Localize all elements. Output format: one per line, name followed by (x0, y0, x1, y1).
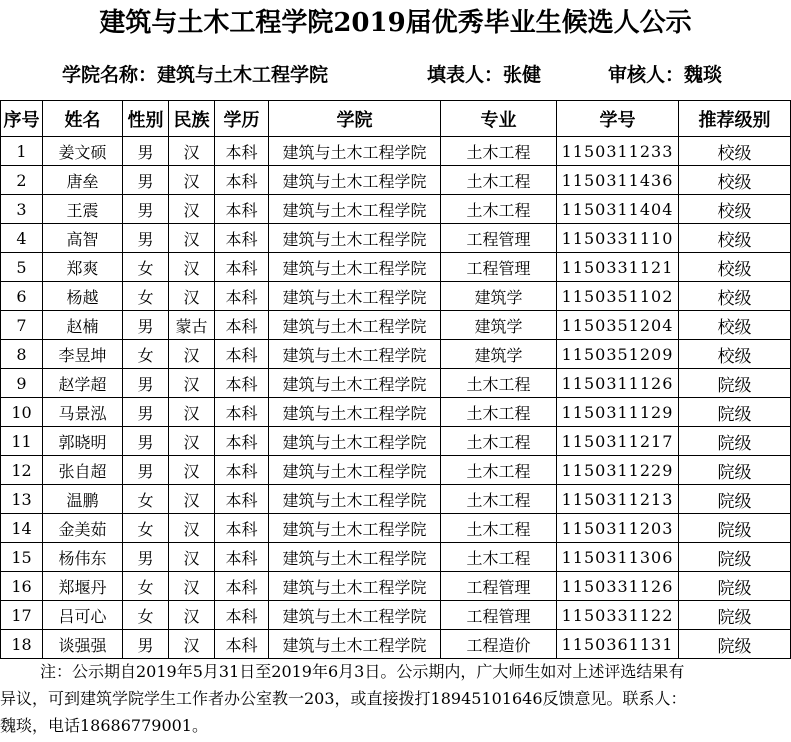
cell-name: 杨伟东 (43, 543, 123, 572)
cell-level: 院级 (679, 601, 791, 630)
cell-index: 18 (1, 630, 43, 659)
cell-student-id: 1150331126 (557, 572, 679, 601)
college-name: 学院名称：建筑与土木工程学院 (62, 64, 329, 86)
cell-college: 建筑与土木工程学院 (269, 601, 441, 630)
cell-name: 吕可心 (43, 601, 123, 630)
cell-college: 建筑与土木工程学院 (269, 572, 441, 601)
notice-line: 魏琰，电话18686779001。 (0, 716, 208, 735)
cell-degree: 本科 (215, 456, 269, 485)
cell-college: 建筑与土木工程学院 (269, 456, 441, 485)
cell-name: 金美茹 (43, 514, 123, 543)
cell-gender: 女 (123, 282, 169, 311)
cell-gender: 女 (123, 572, 169, 601)
cell-gender: 男 (123, 398, 169, 427)
cell-name: 赵学超 (43, 369, 123, 398)
cell-college: 建筑与土木工程学院 (269, 369, 441, 398)
cell-name: 姜文硕 (43, 137, 123, 166)
table-row (1, 311, 791, 340)
candidate-table (0, 100, 791, 659)
cell-degree: 本科 (215, 137, 269, 166)
cell-gender: 女 (123, 601, 169, 630)
table-row (1, 514, 791, 543)
cell-college: 建筑与土木工程学院 (269, 427, 441, 456)
cell-college: 建筑与土木工程学院 (269, 398, 441, 427)
cell-degree: 本科 (215, 224, 269, 253)
cell-level: 院级 (679, 398, 791, 427)
cell-major: 土木工程 (441, 137, 557, 166)
cell-major: 工程管理 (441, 253, 557, 282)
cell-student-id: 1150311306 (557, 543, 679, 572)
cell-gender: 男 (123, 630, 169, 659)
table-row (1, 601, 791, 630)
cell-ethnicity: 汉 (169, 514, 215, 543)
cell-gender: 女 (123, 514, 169, 543)
cell-gender: 男 (123, 311, 169, 340)
table-row (1, 572, 791, 601)
cell-level: 院级 (679, 630, 791, 659)
cell-major: 建筑学 (441, 282, 557, 311)
cell-degree: 本科 (215, 369, 269, 398)
cell-student-id: 1150311217 (557, 427, 679, 456)
cell-degree: 本科 (215, 572, 269, 601)
cell-major: 工程管理 (441, 224, 557, 253)
cell-degree: 本科 (215, 427, 269, 456)
cell-name: 郭晓明 (43, 427, 123, 456)
header-index: 序号 (1, 101, 43, 137)
cell-student-id: 1150311129 (557, 398, 679, 427)
cell-college: 建筑与土木工程学院 (269, 224, 441, 253)
cell-level: 院级 (679, 514, 791, 543)
cell-level: 校级 (679, 166, 791, 195)
cell-ethnicity: 汉 (169, 166, 215, 195)
cell-student-id: 1150331121 (557, 253, 679, 282)
cell-gender: 男 (123, 369, 169, 398)
cell-major: 土木工程 (441, 166, 557, 195)
cell-degree: 本科 (215, 630, 269, 659)
cell-level: 校级 (679, 137, 791, 166)
cell-college: 建筑与土木工程学院 (269, 253, 441, 282)
cell-student-id: 1150331122 (557, 601, 679, 630)
cell-college: 建筑与土木工程学院 (269, 311, 441, 340)
cell-ethnicity: 汉 (169, 485, 215, 514)
cell-index: 11 (1, 427, 43, 456)
cell-gender: 男 (123, 195, 169, 224)
cell-ethnicity: 汉 (169, 369, 215, 398)
cell-index: 16 (1, 572, 43, 601)
cell-college: 建筑与土木工程学院 (269, 282, 441, 311)
cell-college: 建筑与土木工程学院 (269, 195, 441, 224)
table-row (1, 253, 791, 282)
cell-index: 13 (1, 485, 43, 514)
cell-index: 8 (1, 340, 43, 369)
cell-student-id: 1150311436 (557, 166, 679, 195)
cell-college: 建筑与土木工程学院 (269, 166, 441, 195)
cell-student-id: 1150311203 (557, 514, 679, 543)
cell-ethnicity: 汉 (169, 456, 215, 485)
notice-line: 异议，可到建筑学院学生工作者办公室教一203，或直接拨打18945101646反馈意见。联系人： (0, 689, 687, 708)
header-ethnicity: 民族 (169, 101, 215, 137)
cell-level: 校级 (679, 224, 791, 253)
notice-text (0, 658, 786, 739)
cell-index: 5 (1, 253, 43, 282)
cell-index: 3 (1, 195, 43, 224)
cell-degree: 本科 (215, 282, 269, 311)
cell-level: 院级 (679, 427, 791, 456)
cell-student-id: 1150311404 (557, 195, 679, 224)
cell-gender: 女 (123, 340, 169, 369)
cell-name: 杨越 (43, 282, 123, 311)
notice-line: 注：公示期自2019年5月31日至2019年6月3日。公示期内，广大师生如对上述评选结果有 (40, 662, 685, 681)
table-row (1, 630, 791, 659)
cell-level: 院级 (679, 369, 791, 398)
cell-index: 10 (1, 398, 43, 427)
cell-gender: 男 (123, 137, 169, 166)
cell-ethnicity: 汉 (169, 253, 215, 282)
cell-index: 4 (1, 224, 43, 253)
cell-name: 王震 (43, 195, 123, 224)
cell-student-id: 1150361131 (557, 630, 679, 659)
cell-student-id: 1150311126 (557, 369, 679, 398)
cell-index: 7 (1, 311, 43, 340)
cell-major: 土木工程 (441, 398, 557, 427)
table-row (1, 543, 791, 572)
cell-level: 院级 (679, 572, 791, 601)
cell-college: 建筑与土木工程学院 (269, 543, 441, 572)
table-row (1, 195, 791, 224)
cell-level: 校级 (679, 340, 791, 369)
table-row (1, 398, 791, 427)
cell-major: 土木工程 (441, 369, 557, 398)
cell-degree: 本科 (215, 398, 269, 427)
cell-name: 郑堰丹 (43, 572, 123, 601)
cell-name: 唐垒 (43, 166, 123, 195)
header-degree: 学历 (215, 101, 269, 137)
cell-index: 2 (1, 166, 43, 195)
cell-student-id: 1150351209 (557, 340, 679, 369)
cell-degree: 本科 (215, 514, 269, 543)
cell-major: 土木工程 (441, 195, 557, 224)
cell-degree: 本科 (215, 311, 269, 340)
table-row (1, 224, 791, 253)
cell-degree: 本科 (215, 601, 269, 630)
table-row (1, 427, 791, 456)
cell-name: 赵楠 (43, 311, 123, 340)
cell-name: 高智 (43, 224, 123, 253)
header-major: 专业 (441, 101, 557, 137)
table-row (1, 456, 791, 485)
cell-index: 12 (1, 456, 43, 485)
cell-ethnicity: 蒙古 (169, 311, 215, 340)
cell-level: 校级 (679, 311, 791, 340)
cell-college: 建筑与土木工程学院 (269, 137, 441, 166)
cell-college: 建筑与土木工程学院 (269, 630, 441, 659)
cell-gender: 男 (123, 166, 169, 195)
form-filler: 填表人：张健 (427, 64, 542, 86)
cell-name: 李昱坤 (43, 340, 123, 369)
cell-index: 15 (1, 543, 43, 572)
cell-level: 校级 (679, 253, 791, 282)
cell-ethnicity: 汉 (169, 398, 215, 427)
table-row (1, 340, 791, 369)
table-header-row (1, 101, 791, 137)
cell-ethnicity: 汉 (169, 572, 215, 601)
reviewer: 审核人：魏琰 (608, 64, 723, 86)
cell-index: 17 (1, 601, 43, 630)
header-level: 推荐级别 (679, 101, 791, 137)
cell-name: 郑爽 (43, 253, 123, 282)
table-row (1, 485, 791, 514)
table-row (1, 282, 791, 311)
cell-name: 温鹏 (43, 485, 123, 514)
cell-student-id: 1150311229 (557, 456, 679, 485)
cell-index: 14 (1, 514, 43, 543)
cell-major: 土木工程 (441, 485, 557, 514)
cell-college: 建筑与土木工程学院 (269, 514, 441, 543)
cell-major: 土木工程 (441, 456, 557, 485)
cell-degree: 本科 (215, 340, 269, 369)
cell-student-id: 1150311213 (557, 485, 679, 514)
cell-major: 土木工程 (441, 543, 557, 572)
cell-major: 建筑学 (441, 340, 557, 369)
cell-gender: 女 (123, 253, 169, 282)
cell-index: 1 (1, 137, 43, 166)
cell-level: 院级 (679, 485, 791, 514)
cell-major: 工程管理 (441, 572, 557, 601)
cell-degree: 本科 (215, 166, 269, 195)
header-college: 学院 (269, 101, 441, 137)
cell-name: 马景泓 (43, 398, 123, 427)
page-title: 建筑与土木工程学院2019届优秀毕业生候选人公示 (99, 8, 692, 38)
table-row (1, 369, 791, 398)
cell-level: 校级 (679, 195, 791, 224)
cell-ethnicity: 汉 (169, 601, 215, 630)
header-student-id: 学号 (557, 101, 679, 137)
cell-gender: 男 (123, 456, 169, 485)
cell-ethnicity: 汉 (169, 340, 215, 369)
cell-ethnicity: 汉 (169, 137, 215, 166)
cell-degree: 本科 (215, 543, 269, 572)
cell-major: 建筑学 (441, 311, 557, 340)
cell-index: 6 (1, 282, 43, 311)
cell-gender: 男 (123, 224, 169, 253)
cell-degree: 本科 (215, 485, 269, 514)
table-row (1, 166, 791, 195)
cell-gender: 女 (123, 485, 169, 514)
cell-degree: 本科 (215, 195, 269, 224)
cell-college: 建筑与土木工程学院 (269, 340, 441, 369)
cell-degree: 本科 (215, 253, 269, 282)
cell-level: 院级 (679, 456, 791, 485)
cell-gender: 男 (123, 427, 169, 456)
cell-student-id: 1150351102 (557, 282, 679, 311)
cell-name: 谈强强 (43, 630, 123, 659)
cell-major: 土木工程 (441, 514, 557, 543)
cell-ethnicity: 汉 (169, 195, 215, 224)
cell-college: 建筑与土木工程学院 (269, 485, 441, 514)
cell-ethnicity: 汉 (169, 282, 215, 311)
cell-ethnicity: 汉 (169, 543, 215, 572)
cell-ethnicity: 汉 (169, 224, 215, 253)
cell-student-id: 1150311233 (557, 137, 679, 166)
cell-ethnicity: 汉 (169, 630, 215, 659)
table-row (1, 137, 791, 166)
header-gender: 性别 (123, 101, 169, 137)
cell-ethnicity: 汉 (169, 427, 215, 456)
cell-index: 9 (1, 369, 43, 398)
cell-major: 工程管理 (441, 601, 557, 630)
cell-major: 工程造价 (441, 630, 557, 659)
header-name: 姓名 (43, 101, 123, 137)
cell-name: 张自超 (43, 456, 123, 485)
cell-gender: 男 (123, 543, 169, 572)
cell-level: 校级 (679, 282, 791, 311)
cell-major: 土木工程 (441, 427, 557, 456)
cell-student-id: 1150331110 (557, 224, 679, 253)
cell-level: 院级 (679, 543, 791, 572)
cell-student-id: 1150351204 (557, 311, 679, 340)
